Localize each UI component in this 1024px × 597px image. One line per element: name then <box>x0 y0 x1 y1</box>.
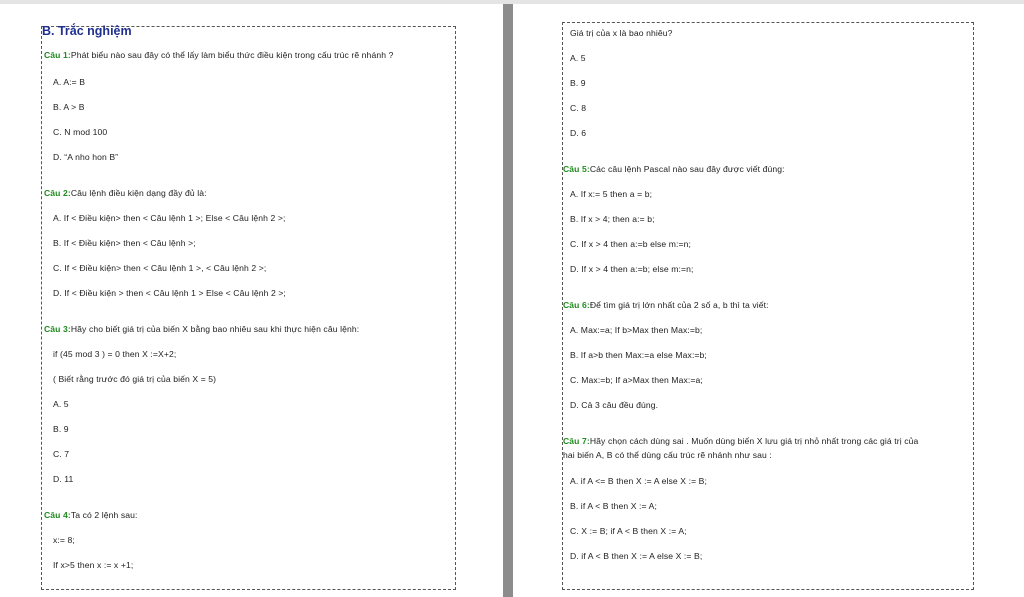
option: A. If x:= 5 then a = b; <box>570 189 653 199</box>
option: C. 8 <box>570 103 587 113</box>
question-4 <box>44 510 138 520</box>
question-text: Câu lệnh điều kiện dạng đầy đủ là: <box>70 188 207 198</box>
option: D. 11 <box>53 474 74 484</box>
question-3 <box>44 324 359 334</box>
question-text: Ta có 2 lệnh sau: <box>70 510 138 520</box>
code-line: if (45 mod 3 ) = 0 then X :=X+2; <box>53 349 177 359</box>
question-label: Câu 5: <box>563 164 590 174</box>
option: B. 9 <box>53 424 69 434</box>
option: B. If < Điều kiện> then < Câu lệnh >; <box>53 238 196 248</box>
question-text: Các câu lệnh Pascal nào sau đây được viết đúng: <box>589 164 785 174</box>
code-line: If x>5 then x := x +1; <box>53 560 134 570</box>
question-label: Câu 7: <box>563 436 590 446</box>
option: C. If x > 4 then a:=b else m:=n; <box>570 239 691 249</box>
option: D. If < Điều kiện > then < Câu lệnh 1 > Else < Câu lệnh 2 >; <box>53 288 286 298</box>
option: B. 9 <box>570 78 586 88</box>
question-text-continued: hai biến A, B có thể dùng cấu trúc rẽ nhánh như sau : <box>563 450 772 460</box>
option: D. if A < B then X := A else X := B; <box>570 551 703 561</box>
question-text: Giá trị của x là bao nhiêu? <box>570 28 673 38</box>
question-text: Hãy cho biết giá trị của biến X bằng bao nhiêu sau khi thực hiện câu lệnh: <box>70 324 360 334</box>
option: B. If x > 4; then a:= b; <box>570 214 655 224</box>
question-label: Câu 6: <box>563 300 590 310</box>
note-line: ( Biết rằng trước đó giá trị của biến X = 5) <box>53 374 217 384</box>
option: D. “A nho hon B” <box>53 152 119 162</box>
option: C. N mod 100 <box>53 127 108 137</box>
page-gutter <box>503 4 513 597</box>
document-page-right <box>513 4 1024 597</box>
option: D. If x > 4 then a:=b; else m:=n; <box>570 264 694 274</box>
question-label: Câu 2: <box>44 188 71 198</box>
option: B. If a>b then Max:=a else Max:=b; <box>570 350 707 360</box>
question-7 <box>563 436 918 446</box>
option: D. Cả 3 câu đều đúng. <box>570 400 659 410</box>
code-line: x:= 8; <box>53 535 75 545</box>
option: C. 7 <box>53 449 70 459</box>
question-label: Câu 3: <box>44 324 71 334</box>
option: A. Max:=a; If b>Max then Max:=b; <box>570 325 703 335</box>
question-label: Câu 1: <box>44 50 71 60</box>
question-text: Hãy chọn cách dùng sai . Muốn dùng biến X lưu giá trị nhỏ nhất trong các giá trị của <box>589 436 919 446</box>
option: A. if A <= B then X := A else X := B; <box>570 476 707 486</box>
page-frame-left <box>41 26 456 590</box>
question-5 <box>563 164 785 174</box>
option: A. A:= B <box>53 77 86 87</box>
option: C. X := B; if A < B then X := A; <box>570 526 687 536</box>
option: B. if A < B then X := A; <box>570 501 657 511</box>
option: A. 5 <box>53 399 69 409</box>
question-text: Phát biểu nào sau đây có thể lấy làm biểu thức điều kiện trong cấu trúc rẽ nhánh ? <box>70 50 394 60</box>
option: D. 6 <box>570 128 587 138</box>
question-1 <box>44 50 393 60</box>
question-text: Để tìm giá trị lớn nhất của 2 số a, b thì ta viết: <box>589 300 769 310</box>
option: C. Max:=b; If a>Max then Max:=a; <box>570 375 703 385</box>
question-label: Câu 4: <box>44 510 71 520</box>
document-page-left <box>0 4 503 597</box>
option: A. 5 <box>570 53 586 63</box>
question-6 <box>563 300 769 310</box>
option: B. A > B <box>53 102 85 112</box>
option: A. If < Điều kiện> then < Câu lệnh 1 >; Else < Câu lệnh 2 >; <box>53 213 286 223</box>
option: C. If < Điều kiện> then < Câu lệnh 1 >, < Câu lệnh 2 >; <box>53 263 267 273</box>
section-title: B. Trắc nghiệm <box>42 24 132 38</box>
question-2 <box>44 188 207 198</box>
